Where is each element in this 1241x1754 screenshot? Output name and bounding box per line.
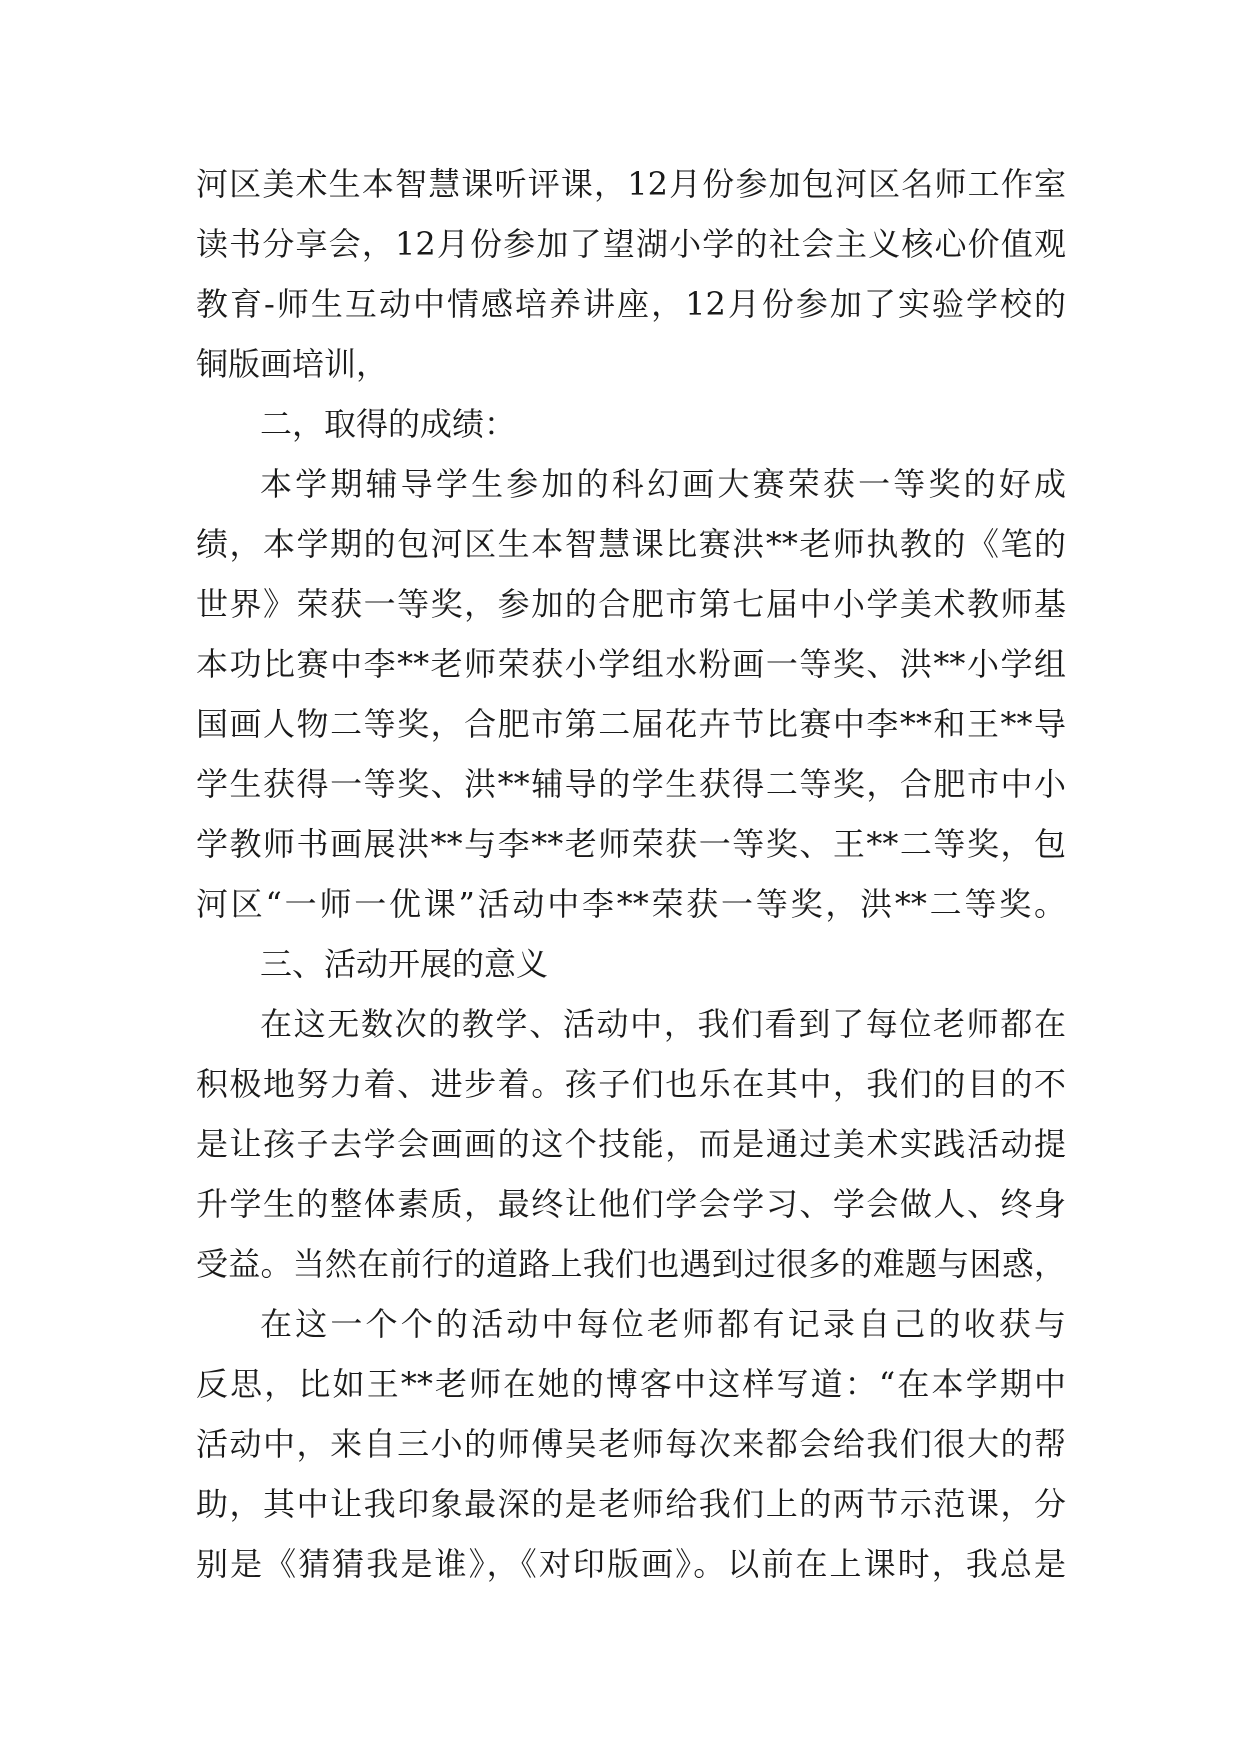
text-line: 是让孩子去学会画画的这个技能，而是通过美术实践活动提: [196, 1125, 1066, 1163]
text-line: 绩，本学期的包河区生本智慧课比赛洪**老师执教的《笔的: [196, 525, 1066, 563]
text-line: 在这无数次的教学、活动中，我们看到了每位老师都在: [260, 1005, 1066, 1043]
text-line: 本功比赛中李**老师荣获小学组水粉画一等奖、洪**小学组: [196, 645, 1066, 683]
text-line: 受益。当然在前行的道路上我们也遇到过很多的难题与困惑，: [196, 1245, 1066, 1283]
text-line: 河区美术生本智慧课听评课，12月份参加包河区名师工作室: [196, 165, 1066, 203]
text-line: 教育-师生互动中情感培养讲座，12月份参加了实验学校的: [196, 285, 1066, 323]
section-heading: 二，取得的成绩：: [260, 405, 517, 443]
text-line: 助，其中让我印象最深的是老师给我们上的两节示范课，分: [196, 1485, 1066, 1523]
text-line: 活动中，来自三小的师傅吴老师每次来都会给我们很大的帮: [196, 1425, 1066, 1463]
text-line: 学教师书画展洪**与李**老师荣获一等奖、王**二等奖，包: [196, 825, 1066, 863]
text-line: 国画人物二等奖，合肥市第二届花卉节比赛中李**和王**导: [196, 705, 1066, 743]
text-line: 铜版画培训，: [196, 345, 389, 383]
text-line: 反思，比如王**老师在她的博客中这样写道：“在本学期中: [196, 1365, 1066, 1403]
text-line: 升学生的整体素质，最终让他们学会学习、学会做人、终身: [196, 1185, 1066, 1223]
section-heading: 三、活动开展的意义: [260, 945, 549, 983]
text-line: 在这一个个的活动中每位老师都有记录自己的收获与: [260, 1305, 1066, 1343]
text-line: 河区“一师一优课”活动中李**荣获一等奖，洪**二等奖。: [196, 885, 1066, 923]
text-line: 世界》荣获一等奖，参加的合肥市第七届中小学美术教师基: [196, 585, 1066, 623]
text-line: 积极地努力着、进步着。孩子们也乐在其中，我们的目的不: [196, 1065, 1066, 1103]
text-line: 读书分享会，12月份参加了望湖小学的社会主义核心价值观: [196, 225, 1066, 263]
text-line: 学生获得一等奖、洪**辅导的学生获得二等奖，合肥市中小: [196, 765, 1066, 803]
text-line: 别是《猜猜我是谁》，《对印版画》。以前在上课时，我总是: [196, 1545, 1066, 1583]
text-line: 本学期辅导学生参加的科幻画大赛荣获一等奖的好成: [260, 465, 1066, 503]
